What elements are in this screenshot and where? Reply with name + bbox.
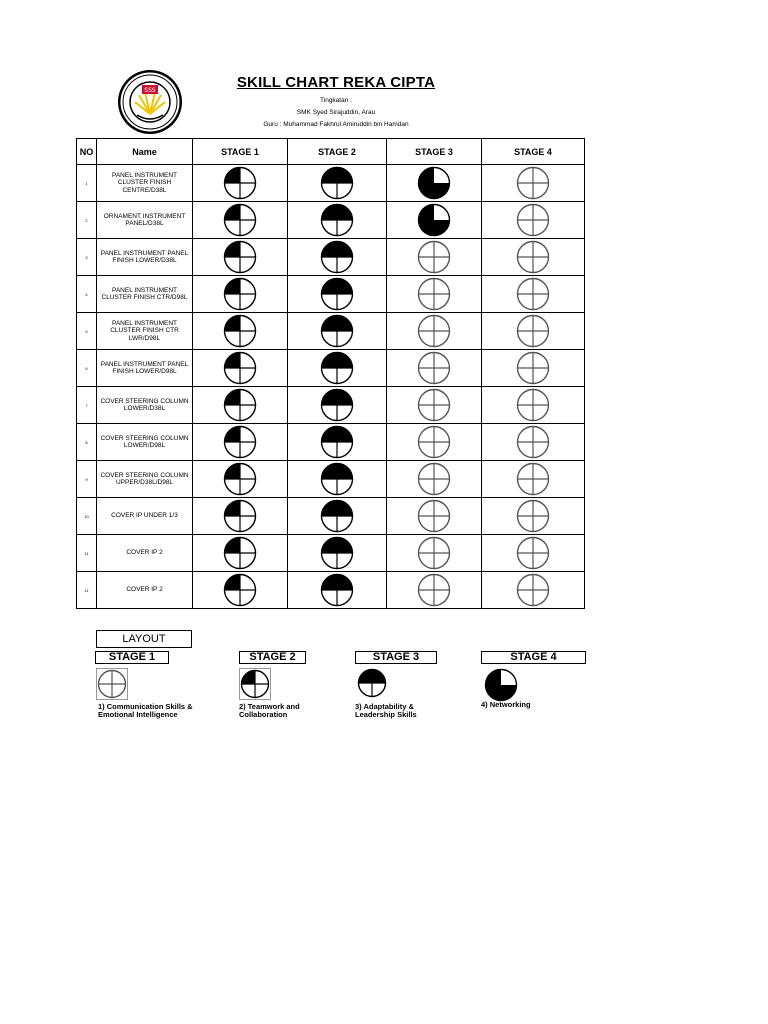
row-number: 11 (77, 535, 97, 572)
stage-3-cell (387, 572, 482, 609)
quarter-circle-icon (193, 499, 287, 533)
quarter-circle-icon (193, 203, 287, 237)
part-name: PANEL INSTRUMENT CLUSTER FINISH CTR LWR/D98L (97, 313, 193, 350)
empty-circle-icon (387, 314, 481, 348)
legend-stage-3: STAGE 3 (355, 651, 437, 664)
empty-circle-icon (482, 425, 584, 459)
empty-circle-icon (387, 499, 481, 533)
half-circle-icon (288, 203, 386, 237)
legend-stage-1-icon (96, 668, 128, 700)
half-circle-icon (288, 499, 386, 533)
part-name: COVER IP UNDER 1/3 (97, 498, 193, 535)
stage-1-cell (193, 387, 288, 424)
quarter-circle-icon (193, 536, 287, 570)
table-row (77, 165, 585, 202)
empty-circle-icon (482, 388, 584, 422)
legend-stage-4-desc: 4) Networking (481, 700, 531, 709)
stage-3-cell (387, 387, 482, 424)
stage-2-cell (288, 239, 387, 276)
stage-3-cell (387, 350, 482, 387)
empty-circle-icon (387, 462, 481, 496)
stage-4-cell (482, 276, 585, 313)
column-header: Name (97, 139, 193, 165)
stage-1-cell (193, 239, 288, 276)
stage-3-cell (387, 202, 482, 239)
part-name: ORNAMENT INSTRUMENT PANEL/D38L (97, 202, 193, 239)
stage-2-cell (288, 535, 387, 572)
stage-2-cell (288, 498, 387, 535)
stage-3-cell (387, 535, 482, 572)
empty-circle-icon (387, 351, 481, 385)
empty-circle-icon (387, 240, 481, 274)
half-circle-icon (288, 240, 386, 274)
stage-4-cell (482, 350, 585, 387)
quarter-circle-icon (193, 388, 287, 422)
part-name: PANEL INSTRUMENT PANEL FINISH LOWER/D98L (97, 350, 193, 387)
part-name: PANEL INSTRUMENT CLUSTER FINISH CTR/D98L (97, 276, 193, 313)
table-row (77, 350, 585, 387)
stage-4-cell (482, 239, 585, 276)
row-number: 5 (77, 313, 97, 350)
part-name: COVER IP 2 (97, 572, 193, 609)
row-number: 4 (77, 276, 97, 313)
svg-text:SSS: SSS (144, 87, 156, 94)
stage-3-cell (387, 424, 482, 461)
empty-circle-icon (387, 573, 481, 607)
stage-4-cell (482, 313, 585, 350)
school-name: SMK Syed Sirajuddin, Arau (296, 109, 376, 116)
legend-stage-2-desc: 2) Teamwork and Collaboration (239, 702, 300, 719)
empty-circle-icon (482, 536, 584, 570)
table-row (77, 276, 585, 313)
stage-2-cell (288, 313, 387, 350)
empty-circle-icon (482, 314, 584, 348)
stage-4-cell (482, 387, 585, 424)
column-header: STAGE 3 (387, 139, 482, 165)
part-name: COVER STEERING COLUMN LOWER/D38L (97, 387, 193, 424)
part-name: COVER STEERING COLUMN UPPER/D38L/D98L (97, 461, 193, 498)
empty-circle-icon (482, 499, 584, 533)
table-row (77, 202, 585, 239)
half-circle-icon (288, 351, 386, 385)
stage-1-cell (193, 202, 288, 239)
stage-2-cell (288, 165, 387, 202)
column-header: STAGE 4 (482, 139, 585, 165)
stage-4-cell (482, 535, 585, 572)
stage-2-cell (288, 202, 387, 239)
half-circle-icon (288, 425, 386, 459)
skill-table (76, 138, 585, 609)
column-header: NO (77, 139, 97, 165)
legend-stage-3-desc: 3) Adaptability & Leadership Skills (355, 702, 417, 719)
empty-circle-icon (387, 277, 481, 311)
column-header: STAGE 1 (193, 139, 288, 165)
table-header (77, 139, 585, 165)
row-number: 7 (77, 387, 97, 424)
half-circle-icon (288, 166, 386, 200)
stage-3-cell (387, 498, 482, 535)
quarter-circle-icon (193, 277, 287, 311)
legend-title: LAYOUT (96, 630, 192, 648)
part-name: COVER IP 2 (97, 535, 193, 572)
legend-stage-1-desc: 1) Communication Skills & Emotional Intelligence (98, 702, 193, 719)
half-circle-icon (288, 277, 386, 311)
row-number: 11 (77, 572, 97, 609)
row-number: 2 (77, 202, 97, 239)
row-number: 10 (77, 498, 97, 535)
stage-1-cell (193, 498, 288, 535)
empty-circle-icon (482, 240, 584, 274)
stage-3-cell (387, 461, 482, 498)
stage-1-cell (193, 535, 288, 572)
row-number: 6 (77, 350, 97, 387)
three-quarter-circle-icon (387, 203, 481, 237)
quarter-circle-icon (193, 240, 287, 274)
stage-3-cell (387, 276, 482, 313)
half-circle-icon (288, 462, 386, 496)
quarter-circle-icon (193, 573, 287, 607)
table-row (77, 498, 585, 535)
table-row (77, 239, 585, 276)
stage-2-cell (288, 276, 387, 313)
column-header: STAGE 2 (288, 139, 387, 165)
empty-circle-icon (387, 388, 481, 422)
quarter-circle-icon (193, 166, 287, 200)
quarter-circle-icon (193, 462, 287, 496)
half-circle-icon (288, 536, 386, 570)
row-number: 9 (77, 461, 97, 498)
quarter-circle-icon (193, 425, 287, 459)
school-crest-icon (117, 69, 183, 135)
half-circle-icon (288, 314, 386, 348)
stage-1-cell (193, 572, 288, 609)
stage-2-cell (288, 424, 387, 461)
stage-4-cell (482, 424, 585, 461)
part-name: PANEL INSTRUMENT CLUSTER FINISH CENTRE/D38L (97, 165, 193, 202)
stage-4-cell (482, 202, 585, 239)
row-number: 8 (77, 424, 97, 461)
row-number: 1 (77, 165, 97, 202)
stage-4-cell (482, 165, 585, 202)
legend-stage-2-icon (239, 668, 271, 700)
level-label: Tingkatan : (320, 97, 352, 104)
empty-circle-icon (482, 166, 584, 200)
stage-2-cell (288, 461, 387, 498)
stage-4-cell (482, 461, 585, 498)
table-row (77, 424, 585, 461)
empty-circle-icon (387, 536, 481, 570)
empty-circle-icon (482, 573, 584, 607)
stage-4-cell (482, 498, 585, 535)
table-row (77, 387, 585, 424)
stage-1-cell (193, 165, 288, 202)
stage-1-cell (193, 276, 288, 313)
stage-1-cell (193, 424, 288, 461)
quarter-circle-icon (193, 314, 287, 348)
empty-circle-icon (482, 277, 584, 311)
part-name: COVER STEERING COLUMN LOWER/D98L (97, 424, 193, 461)
legend-stage-4: STAGE 4 (481, 651, 586, 664)
stage-1-cell (193, 461, 288, 498)
empty-circle-icon (482, 462, 584, 496)
legend-stage-1: STAGE 1 (95, 651, 169, 664)
table-row (77, 313, 585, 350)
legend-stage-2: STAGE 2 (239, 651, 306, 664)
stage-3-cell (387, 165, 482, 202)
table-row (77, 572, 585, 609)
stage-2-cell (288, 572, 387, 609)
stage-2-cell (288, 350, 387, 387)
stage-1-cell (193, 350, 288, 387)
empty-circle-icon (387, 425, 481, 459)
stage-3-cell (387, 239, 482, 276)
empty-circle-icon (482, 203, 584, 237)
stage-4-cell (482, 572, 585, 609)
three-quarter-circle-icon (387, 166, 481, 200)
part-name: PANEL INSTRUMENT PANEL FINISH LOWER/D38L (97, 239, 193, 276)
stage-3-cell (387, 313, 482, 350)
table-row (77, 461, 585, 498)
half-circle-icon (288, 573, 386, 607)
half-circle-icon (288, 388, 386, 422)
stage-1-cell (193, 313, 288, 350)
row-number: 3 (77, 239, 97, 276)
table-row (77, 535, 585, 572)
empty-circle-icon (482, 351, 584, 385)
stage-2-cell (288, 387, 387, 424)
legend-stage-3-icon (357, 668, 387, 703)
quarter-circle-icon (193, 351, 287, 385)
page-title: SKILL CHART REKA CIPTA (236, 74, 436, 91)
teacher-name: Guru : Muhammad Fakhrul Amiruddin bin Hamdan (263, 121, 409, 128)
